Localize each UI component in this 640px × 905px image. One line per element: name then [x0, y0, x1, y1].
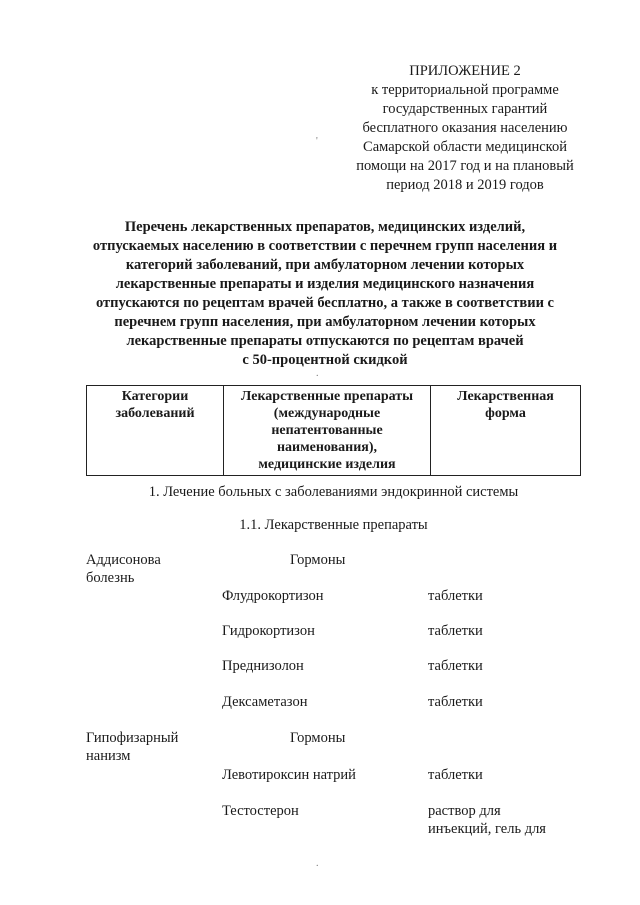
header-categories: Категории заболеваний: [87, 386, 224, 476]
title-line: отпускаются по рецептам врачей бесплатно, а также в соответствии с: [96, 295, 554, 311]
group-label: Гормоны: [290, 730, 346, 746]
drug-form: раствор для инъекций, гель для: [428, 803, 546, 837]
title-line: лекарственные препараты отпускаются по рецептам врачей: [126, 333, 524, 349]
scan-speck: ': [316, 136, 318, 147]
title-line: перечнем групп населения, при амбулаторном лечении которых: [114, 314, 536, 330]
title-line: с 50-процентной скидкой: [242, 352, 408, 368]
drug-name: Левотироксин натрий: [222, 767, 356, 783]
category-label: Аддисонова болезнь: [86, 552, 161, 586]
appendix-line: Самарской области медицинской: [363, 139, 567, 155]
title-line: лекарственные препараты и изделия медицинского назначения: [115, 276, 535, 292]
drug-form: таблетки: [428, 658, 483, 674]
appendix-line: период 2018 и 2019 годов: [386, 177, 544, 193]
title-line: Перечень лекарственных препаратов, медицинских изделий,: [124, 219, 526, 235]
title-line: отпускаемых населению в соответствии с перечнем групп населения и: [92, 238, 558, 254]
subsection-heading: 1.1. Лекарственные препараты: [239, 517, 428, 533]
group-label: Гормоны: [290, 552, 346, 568]
drug-form: таблетки: [428, 588, 483, 604]
document-title: [90, 218, 560, 370]
drug-name: Преднизолон: [222, 658, 304, 674]
header-form: Лекарственная форма: [431, 386, 581, 476]
header-drugs: Лекарственные препараты (международные непатентованные наименования), медицинские изделия: [224, 386, 431, 476]
title-line: категорий заболеваний, при амбулаторном лечении которых: [125, 257, 525, 273]
drug-name: Дексаметазон: [222, 694, 308, 710]
drug-form: таблетки: [428, 694, 483, 710]
table-header: [86, 385, 581, 476]
category-label: Гипофизарный нанизм: [86, 730, 179, 764]
appendix-line: бесплатного оказания населению: [362, 120, 568, 136]
drug-form: таблетки: [428, 767, 483, 783]
appendix-block: [330, 62, 600, 195]
drug-name: Флудрокортизон: [222, 588, 324, 604]
drug-name: Тестостерон: [222, 803, 299, 819]
scan-speck: .: [316, 368, 319, 379]
drug-form: таблетки: [428, 623, 483, 639]
appendix-line: помощи на 2017 год и на плановый: [356, 158, 574, 174]
appendix-line: к территориальной программе: [371, 82, 559, 98]
drug-name: Гидрокортизон: [222, 623, 315, 639]
appendix-line: государственных гарантий: [382, 101, 548, 117]
scan-speck: .: [316, 858, 319, 869]
section-heading: 1. Лечение больных с заболеваниями эндокринной системы: [148, 484, 519, 500]
appendix-heading: ПРИЛОЖЕНИЕ 2: [409, 63, 521, 79]
